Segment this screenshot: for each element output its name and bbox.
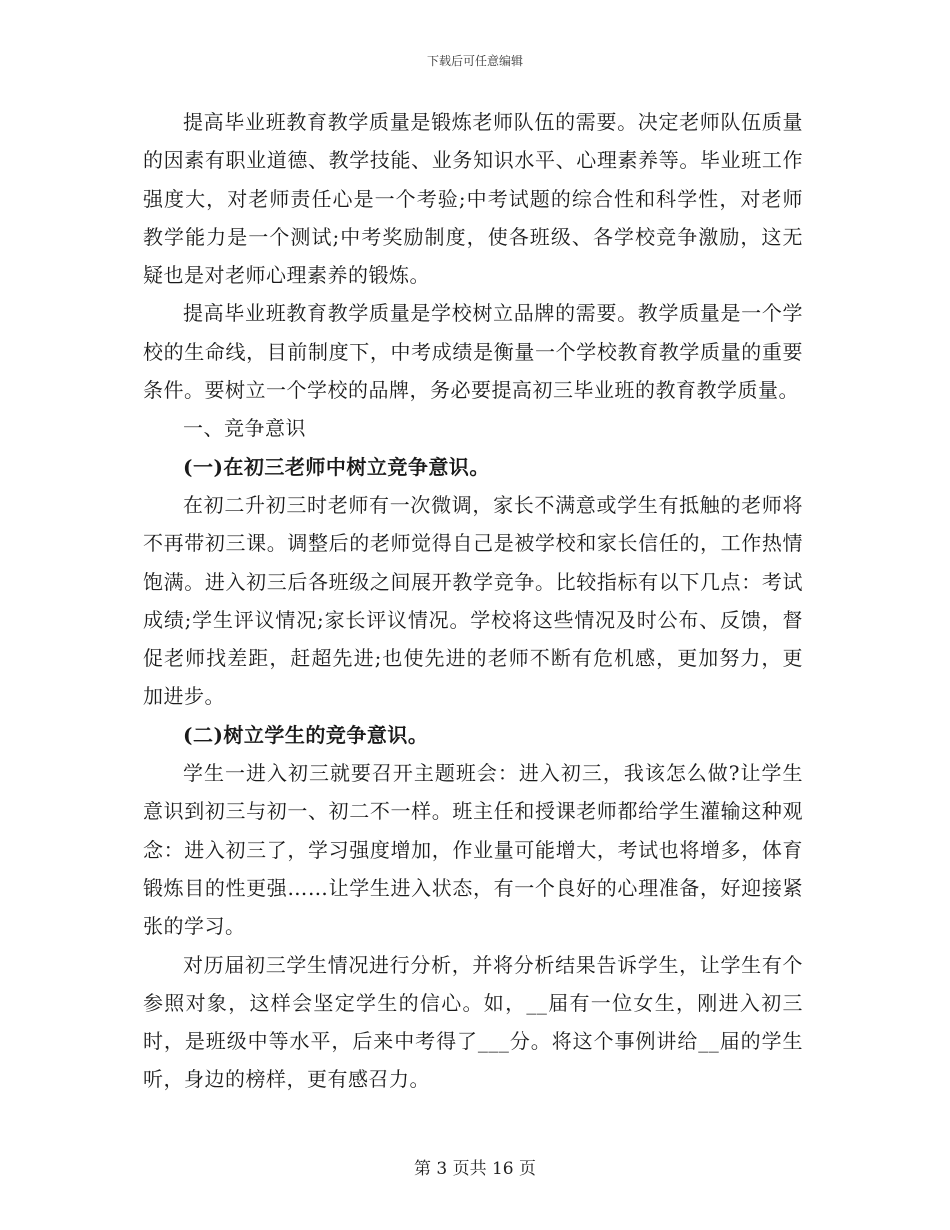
paragraph-1: 提高毕业班教育教学质量是锻炼老师队伍的需要。决定老师队伍质量的因素有职业道德、教学技能、业务知识水平、心理素养等。毕业班工作强度大，对老师责任心是一个考验;中考试题的综合性和科学性，对老师教学能力是一个测试;中考奖励制度，使各班级、各学校竞争激励，这无疑也是对老师心理素养的锻炼。 [143,110,803,288]
page-footer: 第 3 页共 16 页 [413,1159,537,1179]
section-heading-1: 一、竞争意识 [183,416,306,441]
paragraph-5: 对历届初三学生情况进行分析，并将分析结果告诉学生，让学生有个参照对象，这样会坚定学生的信心。如，__届有一位女生，刚进入初三时，是班级中等水平，后来中考得了___分。将这个事例讲给__届的学生听，身边的榜样，更有感召力。 [143,952,803,1092]
document-body [143,103,803,1099]
page-header: 下载后可任意编辑 [426,54,523,68]
paragraph-3: 在初二升初三时老师有一次微调，家长不满意或学生有抵触的老师将不再带初三课。调整后的老师觉得自己是被学校和家长信任的，工作热情饱满。进入初三后各班级之间展开教学竞争。比较指标有以下几点：考试成绩;学生评议情况;家长评议情况。学校将这些情况及时公布、反馈，督促老师找差距，赶超先进;也使先进的老师不断有危机感，更加努力，更加进步。 [143,492,803,709]
paragraph-4: 学生一进入初三就要召开主题班会：进入初三，我该怎么做?让学生意识到初三与初一、初二不一样。班主任和授课老师都给学生灌输这种观念：进入初三了，学习强度增加，作业量可能增大，考试也将增多，体育锻炼目的性更强……让学生进入状态，有一个良好的心理准备，好迎接紧张的学习。 [143,761,803,939]
paragraph-2: 提高毕业班教育教学质量是学校树立品牌的需要。教学质量是一个学校的生命线，目前制度下，中考成绩是衡量一个学校教育教学质量的重要条件。要树立一个学校的品牌，务必要提高初三毕业班的教育教学质量。 [143,301,803,403]
subsection-heading-1: (一)在初三老师中树立竞争意识。 [183,454,490,479]
subsection-heading-2: (二)树立学生的竞争意识。 [183,722,429,747]
